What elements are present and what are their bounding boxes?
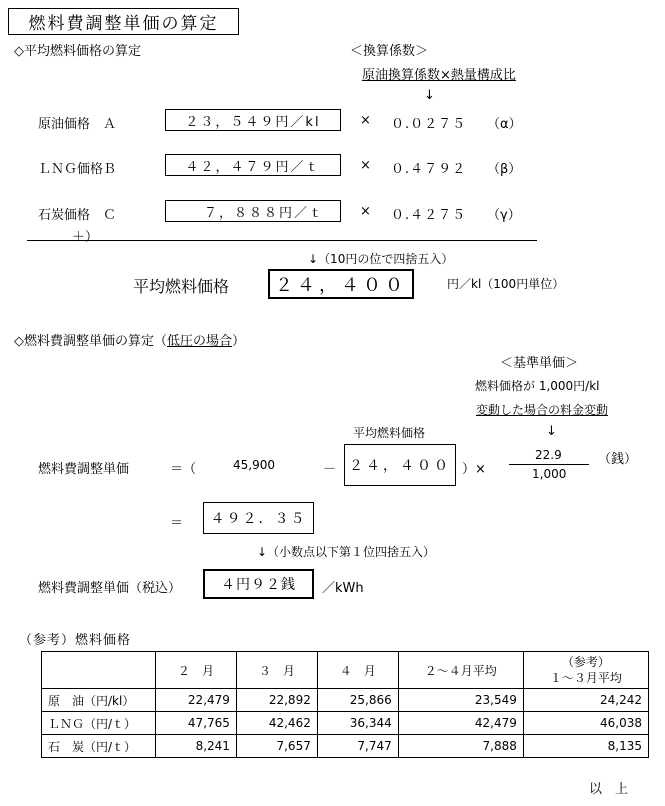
fraction-denominator: 1,000 <box>532 467 567 481</box>
table-cell: 42,479 <box>398 712 523 735</box>
alpha-symbol: （α） <box>487 117 522 132</box>
crude-oil-label: 原油価格 Ａ <box>38 117 117 132</box>
coal-label: 石炭価格 Ｃ <box>38 208 117 223</box>
table-header-cell: ２ 月 <box>156 652 237 689</box>
fraction-unit: （銭） <box>598 452 638 467</box>
avg-price-unit: 円／kl（100円単位） <box>447 277 565 291</box>
round-note: ↓（10円の位で四捨五入） <box>308 252 454 266</box>
crude-oil-coef: ０.０２７５ <box>391 117 467 132</box>
gamma-symbol: （γ） <box>487 208 521 223</box>
coef-arrow: ↓ <box>424 88 435 103</box>
base-rate-arrow: ↓ <box>546 424 557 439</box>
fraction-bar <box>509 464 589 465</box>
close-times: ）× <box>462 462 486 477</box>
avg-price-input-box: ２４，４００ <box>344 444 456 486</box>
table-row <box>42 712 649 735</box>
table-row <box>42 689 649 712</box>
avg-price-box: ２４，４００ <box>268 269 414 299</box>
base-price: 45,900 <box>233 458 275 472</box>
reference-table <box>41 651 649 758</box>
times-sign: × <box>360 158 371 173</box>
row-label: 石 炭（円/ｔ） <box>42 735 156 758</box>
adjust-rate-label: 燃料費調整単価 <box>38 462 130 477</box>
table-cell: 47,765 <box>156 712 237 735</box>
tax-included-box: ４円９２銭 <box>203 569 314 599</box>
beta-symbol: （β） <box>487 162 522 177</box>
times-sign: × <box>360 113 371 128</box>
table-cell: 25,866 <box>317 689 398 712</box>
table-cell: 23,549 <box>398 689 523 712</box>
lng-coef: ０.４７９２ <box>391 162 467 177</box>
tax-included-label: 燃料費調整単価（税込） <box>38 581 182 596</box>
base-rate-line2: 変動した場合の料金変動 <box>476 403 609 417</box>
plus-sign: ＋） <box>72 230 99 245</box>
fraction-numerator: 22.9 <box>535 448 562 462</box>
table-cell: 24,242 <box>523 689 648 712</box>
result-box: ４９２．３５ <box>203 502 314 534</box>
table-header-cell: （参考） １～３月平均 <box>523 652 648 689</box>
minus-sign: － <box>323 462 337 477</box>
table-cell: 7,657 <box>236 735 317 758</box>
table-header-cell: ３ 月 <box>236 652 317 689</box>
lng-price-box: ４２，４７９円／ｔ <box>165 154 341 176</box>
reference-heading: （参考）燃料価格 <box>19 633 132 648</box>
sum-line <box>27 240 537 241</box>
table-header-row <box>42 652 649 689</box>
coef-header: ＜換算係数＞ <box>350 44 429 59</box>
row-label: ＬＮＧ（円/ｔ） <box>42 712 156 735</box>
section2-heading: ◇燃料費調整単価の算定（低圧の場合） <box>14 334 246 349</box>
table-header-cell: ２～４月平均 <box>398 652 523 689</box>
table-header-cell <box>42 652 156 689</box>
row-label: 原 油（円/kl） <box>42 689 156 712</box>
table-cell: 7,888 <box>398 735 523 758</box>
lng-label: ＬＮＧ価格Ｂ <box>38 162 117 177</box>
table-cell: 46,038 <box>523 712 648 735</box>
table-cell: 36,344 <box>317 712 398 735</box>
base-rate-header: ＜基準単価＞ <box>500 356 579 371</box>
section1-heading: ◇平均燃料価格の算定 <box>14 44 141 59</box>
tax-included-unit: ／kWh <box>322 581 364 596</box>
avg-price-box-label: 平均燃料価格 <box>353 426 426 440</box>
table-cell: 8,241 <box>156 735 237 758</box>
times-sign: × <box>360 204 371 219</box>
coal-price-box: ７，８８８円／ｔ <box>165 200 341 222</box>
table-cell: 7,747 <box>317 735 398 758</box>
round-note-2: ↓（小数点以下第１位四捨五入） <box>257 545 436 559</box>
table-cell: 22,479 <box>156 689 237 712</box>
coal-coef: ０.４２７５ <box>391 208 467 223</box>
equals-sign: ＝ <box>170 516 184 531</box>
coef-subheader: 原油換算係数×熱量構成比 <box>362 68 516 83</box>
equals-open: ＝（ <box>170 462 197 477</box>
table-cell: 42,462 <box>236 712 317 735</box>
table-cell: 22,892 <box>236 689 317 712</box>
table-cell: 8,135 <box>523 735 648 758</box>
crude-oil-price-box: ２３，５４９円／kl <box>165 109 341 131</box>
base-rate-line1: 燃料価格が 1,000円/kl <box>475 379 600 393</box>
footer-ijo: 以 上 <box>589 782 629 797</box>
avg-price-label: 平均燃料価格 <box>133 277 230 296</box>
table-header-cell: ４ 月 <box>317 652 398 689</box>
table-row <box>42 735 649 758</box>
page-title: 燃料費調整単価の算定 <box>8 8 239 35</box>
